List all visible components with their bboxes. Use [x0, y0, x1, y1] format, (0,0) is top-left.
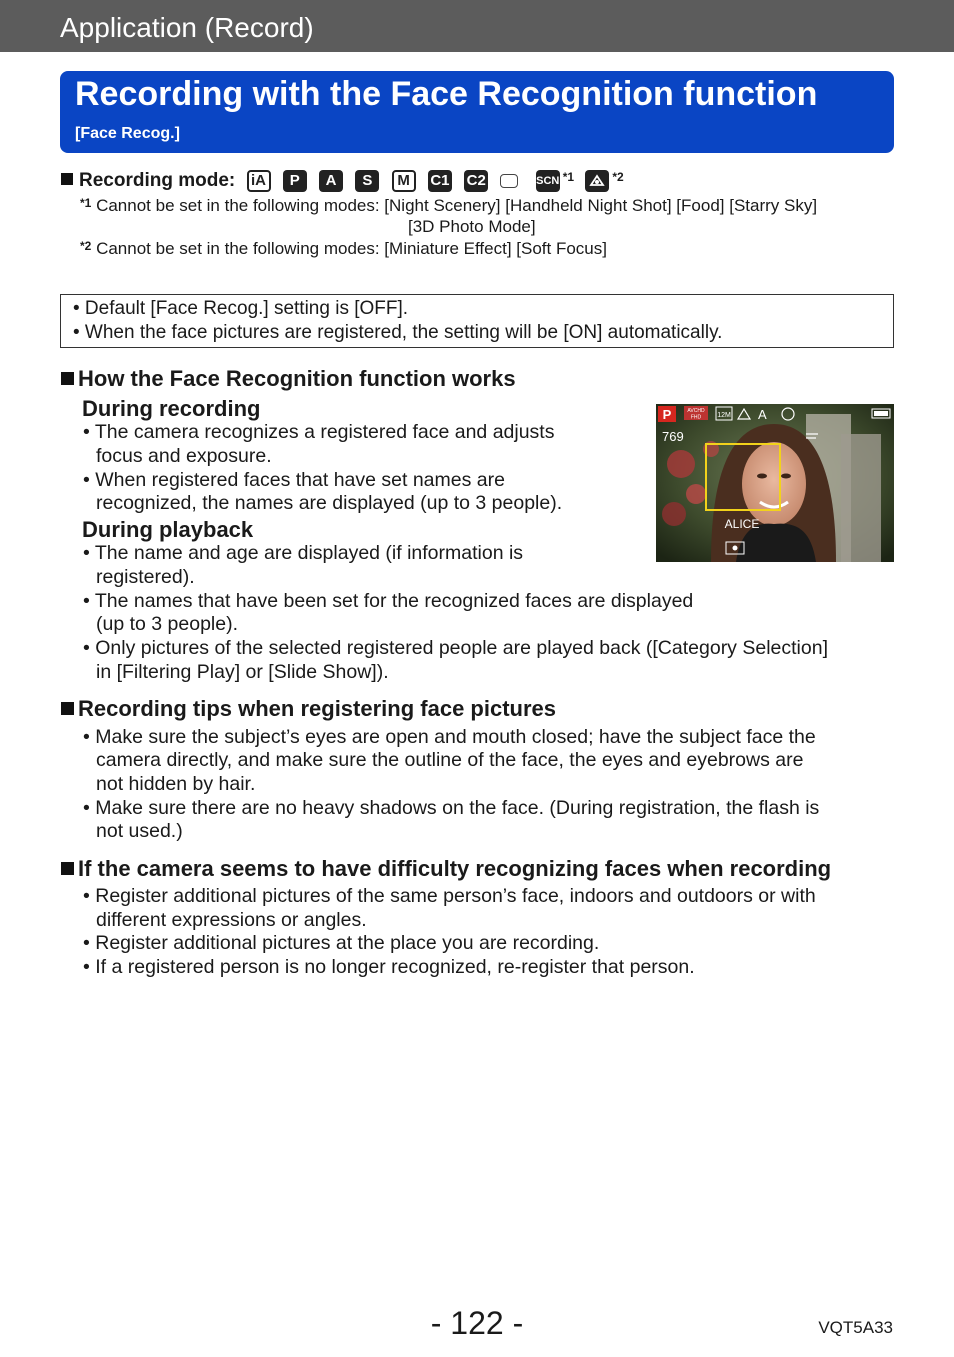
tip-bullet-1: • Make sure the subject’s eyes are open and mouth closed; have the subject face the	[83, 726, 816, 748]
info-line-default: • Default [Face Recog.] setting is [OFF].	[73, 298, 409, 319]
bullet-square-icon	[61, 702, 74, 715]
svg-text:P: P	[662, 407, 672, 422]
playback-bullet-1: • The name and age are displayed (if information is	[83, 542, 524, 564]
difficulty-bullet-3: • If a registered person is no longer recognized, re-register that person.	[83, 956, 695, 978]
subheading-during-playback: During playback	[82, 517, 254, 542]
recording-mode-row	[61, 170, 630, 194]
footnote-mark-1: *1	[562, 170, 575, 184]
recording-bullet-2-cont: recognized, the names are displayed (up to 3 people).	[96, 492, 563, 514]
footnote-1: $^{*1}$ Cannot be set in the following modes: [Night Scenery] [Handheld Night Shot] [Food] [Starry Sky]	[80, 196, 818, 215]
playback-bullet-2-cont: (up to 3 people).	[96, 613, 239, 635]
camera-scene	[656, 404, 894, 562]
bullet-square-icon	[61, 862, 74, 875]
recording-mode-label: Recording mode:	[79, 170, 236, 192]
mode-icons	[247, 170, 630, 192]
subheading-during-recording: During recording	[82, 396, 261, 421]
program-ae-mode-icon: P	[283, 170, 307, 192]
footnote-1-continued: [3D Photo Mode]	[408, 217, 536, 236]
recording-bullet-1: • The camera recognizes a registered face and adjusts	[83, 421, 555, 443]
svg-text:769: 769	[662, 429, 684, 444]
camera-screen-illustration	[656, 404, 894, 562]
section-title: Application (Record)	[60, 12, 314, 43]
playback-bullet-3-cont: in [Filtering Play] or [Slide Show]).	[96, 661, 389, 683]
page-number: - 122 -	[430, 1305, 524, 1341]
svg-text:ALICE: ALICE	[724, 517, 760, 531]
difficulty-bullet-2: • Register additional pictures at the place you are recording.	[83, 932, 600, 954]
bullet-square-icon	[61, 173, 73, 185]
difficulty-bullet-1: • Register additional pictures of the same person’s face, indoors and outdoors or with	[83, 885, 816, 907]
custom2-mode-icon: C2	[464, 170, 488, 192]
bullet-square-icon	[61, 372, 74, 385]
svg-text:12M: 12M	[717, 412, 731, 419]
difficulty-bullet-1-cont: different expressions or angles.	[96, 909, 367, 931]
recording-bullet-1-cont: focus and exposure.	[96, 445, 272, 467]
section-heading-how-it-works: How the Face Recognition function works	[61, 366, 516, 392]
tip-bullet-1-cont-2: not hidden by hair.	[96, 773, 256, 795]
aperture-priority-mode-icon: A	[319, 170, 343, 192]
tip-bullet-2-cont: not used.)	[96, 820, 183, 842]
tip-bullet-1-cont-1: camera directly, and make sure the outline of the face, the eyes and eyebrows are	[96, 749, 804, 771]
intelligent-auto-mode-icon: iA	[247, 170, 271, 192]
document-code: VQT5A33	[818, 1318, 893, 1337]
playback-bullet-2: • The names that have been set for the recognized faces are displayed	[83, 590, 694, 612]
svg-text:AVCHD: AVCHD	[687, 408, 705, 414]
title-banner	[60, 71, 894, 153]
svg-text:FHD: FHD	[690, 414, 702, 421]
recording-bullet-2: • When registered faces that have set names are	[83, 469, 505, 491]
footnote-2: $^{*2}$ Cannot be set in the following modes: [Miniature Effect] [Soft Focus]	[80, 239, 607, 258]
section-heading-recording-tips: Recording tips when registering face pictures	[61, 696, 556, 722]
playback-bullet-1-cont: registered).	[96, 566, 195, 588]
creative-control-mode-icon	[585, 170, 609, 192]
playback-bullet-3: • Only pictures of the selected registered people are played back ([Category Selection]	[83, 637, 828, 659]
panorama-mode-icon	[500, 174, 518, 188]
section-heading-difficulty: If the camera seems to have difficulty recognizing faces when recording	[61, 856, 831, 882]
info-line-auto-on: • When the face pictures are registered, the setting will be [ON] automatically.	[73, 322, 723, 343]
page-title: Recording with the Face Recognition function	[75, 75, 818, 113]
svg-text:A: A	[758, 407, 767, 422]
scene-guide-mode-icon: SCN	[536, 170, 560, 192]
section-header-bar	[0, 0, 954, 52]
tip-bullet-2: • Make sure there are no heavy shadows on the face. (During registration, the flash is	[83, 797, 820, 819]
menu-item-name: [Face Recog.]	[75, 125, 180, 142]
shutter-priority-mode-icon: S	[355, 170, 379, 192]
custom1-mode-icon: C1	[428, 170, 452, 192]
manual-exposure-mode-icon: M	[392, 170, 416, 192]
info-box	[60, 294, 894, 348]
footnote-mark-2: *2	[612, 170, 624, 184]
